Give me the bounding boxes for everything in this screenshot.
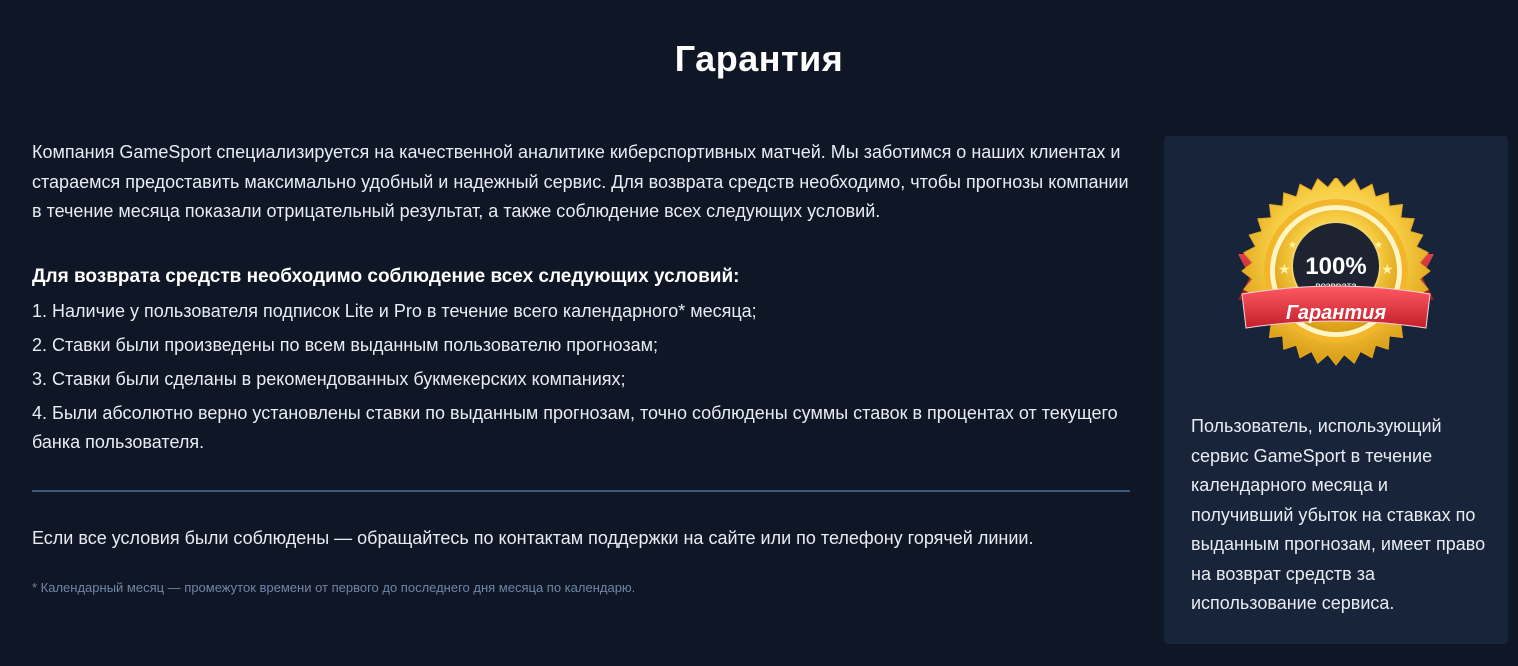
guarantee-description: Пользователь, использующий сервис GameSport в течение календарного месяца и получивший убыток на ставках по выданным прогнозам, имеет право на возврат средств за использование сервиса.: [1191, 416, 1486, 613]
guarantee-badge: [1232, 178, 1440, 374]
main-content: [32, 138, 1132, 595]
condition-item: 3. Ставки были сделаны в рекомендованных букмекерских компаниях;: [32, 368, 626, 389]
svg-text:★: ★: [1381, 262, 1394, 278]
badge-ribbon-text: Гарантия: [1285, 302, 1387, 324]
guarantee-badge-icon: [1232, 178, 1440, 374]
svg-text:★: ★: [1288, 240, 1297, 251]
conditions-list: [32, 297, 1132, 458]
svg-text:★: ★: [1278, 262, 1291, 278]
badge-percent: 100%: [1305, 253, 1367, 280]
condition-item: 1. Наличие у пользователя подписок Lite и Pro в течение всего календарного* месяца;: [32, 300, 757, 321]
svg-text:★: ★: [1374, 240, 1383, 251]
page-title: Гарантия: [674, 38, 844, 79]
guarantee-card: [1164, 136, 1508, 644]
intro-paragraph: Компания GameSport специализируется на качественной аналитике киберспортивных матчей. Мы заботимся о наших клиентах и стараемся предоставить максимально удобный и надежный сервис. Для возврата средств необходимо, чтобы прогнозы компании в течение месяца показали отрицательный результат, а также соблюдение всех следующих условий.: [32, 142, 1129, 221]
condition-item: 2. Ставки были произведены по всем выданным пользователю прогнозам;: [32, 334, 658, 355]
condition-item: 4. Были абсолютно верно установлены ставки по выданным прогнозам, точно соблюдены суммы ставок в процентах от текущего банка пользователя.: [32, 402, 1118, 452]
divider: [32, 490, 1130, 492]
contact-text: Если все условия были соблюдены — обращайтесь по контактам поддержки на сайте или по телефону горячей линии.: [32, 527, 1034, 548]
conditions-heading: Для возврата средств необходимо соблюдение всех следующих условий:: [32, 265, 740, 287]
footnote: * Календарный месяц — промежуток времени от первого до последнего дня месяца по календарю.: [32, 579, 636, 595]
